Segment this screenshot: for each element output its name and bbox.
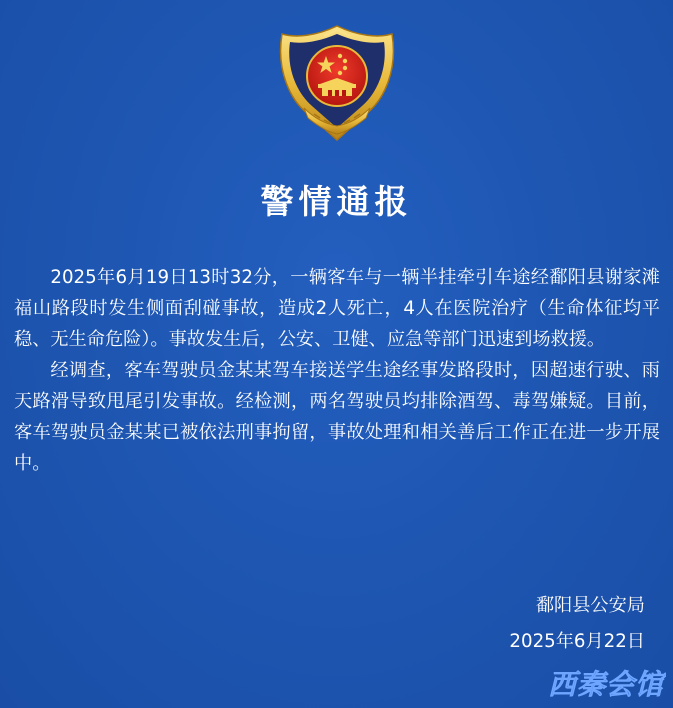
watermark-logo [528, 664, 666, 702]
police-emblem-icon [274, 22, 400, 148]
notice-signature [509, 588, 645, 660]
issue-date: 2025年6月22日 [509, 631, 645, 652]
issuer-name: 鄱阳县公安局 [535, 595, 645, 616]
notice-paragraph-2: 经调查，客车驾驶员金某某驾车接送学生途经事发路段时，因超速行驶、雨天路滑导致甩尾引发事故。经检测，两名驾驶员均排除酒驾、毒驾嫌疑。目前，客车驾驶员金某某已被依法刑事拘留，事故处理和相关善后工作正在进一步开展中。 [14, 360, 660, 474]
notice-body [14, 262, 660, 479]
notice-paragraph-1: 2025年6月19日13时32分，一辆客车与一辆半挂牵引车途经鄱阳县谢家滩福山路段时发生侧面刮碰事故，造成2人死亡，4人在医院治疗（生命体征均平稳、无生命危险）。事故发生后，公安、卫健、应急等部门迅速到场救援。 [14, 267, 660, 350]
watermark-text: 西秦会馆 [547, 668, 664, 701]
notice-title: 警情通报 [260, 182, 413, 221]
